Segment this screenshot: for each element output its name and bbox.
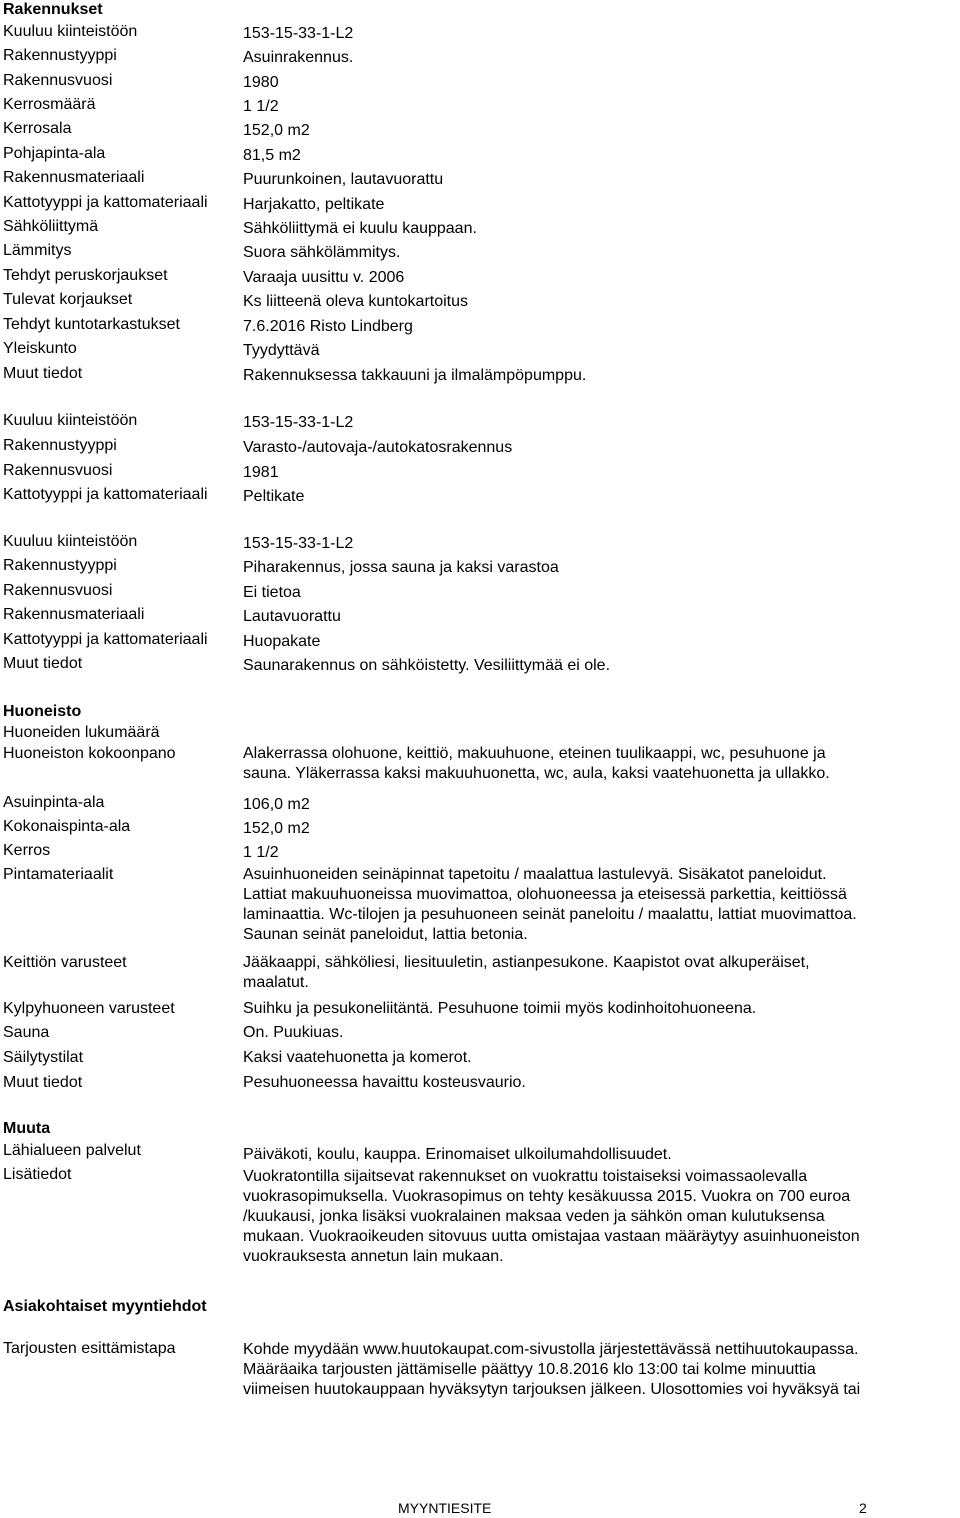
- field-value: Sähköliittymä ei kuulu kauppaan.: [243, 220, 477, 237]
- field-value: Peltikate: [243, 488, 305, 505]
- field-label: Rakennusvuosi: [3, 462, 113, 479]
- field-value: 153-15-33-1-L2: [243, 535, 354, 552]
- field-value: 152,0 m2: [243, 122, 310, 139]
- value-line: Kaksi vaatehuonetta ja komerot.: [243, 1049, 472, 1066]
- section-heading-asiakohtaiset-myyntiehdot: Asiakohtaiset myyntiehdot: [3, 1298, 207, 1315]
- building2-row-kiinteisto: [3, 411, 960, 431]
- field-value: Lautavuorattu: [243, 608, 341, 625]
- field-label: Kokonaispinta-ala: [3, 818, 131, 835]
- value-line: Lattiat makuuhuoneissa muovimattoa, olohuoneessa ja eteisessä parkettia, keittiössä: [243, 886, 847, 903]
- field-label: Lisätiedot: [3, 1166, 72, 1183]
- field-value: 1980: [243, 74, 279, 91]
- footer-page-number: 2: [859, 1500, 867, 1516]
- building1-row-yleiskunto: [3, 339, 960, 359]
- field-label: Kattotyyppi ja kattomateriaali: [3, 631, 208, 648]
- value-line: vuokrasopimuksella. Vuokrasopimus on tehty kesäkuussa 2015. Vuokra on 700 euroa: [243, 1188, 851, 1205]
- field-value: [243, 1167, 960, 1267]
- field-label: Pohjapinta-ala: [3, 145, 106, 162]
- field-value: Varasto-/autovaja-/autokatosrakennus: [243, 439, 513, 456]
- huoneisto-row-asuinpinta-ala: [3, 793, 960, 813]
- field-value: [243, 1023, 960, 1043]
- building1-row-kerrosala: [3, 119, 960, 139]
- value-line: Suihku ja pesukoneliitäntä. Pesuhuone toimii myös kodinhoitohuoneena.: [243, 1000, 757, 1017]
- field-label: Tarjousten esittämistapa: [3, 1340, 176, 1357]
- field-label: Sauna: [3, 1024, 50, 1041]
- value-line: Saunan seinät paneloidut, lattia betonia.: [243, 926, 528, 943]
- field-value: [243, 865, 960, 945]
- building1-row-muut-tiedot: [3, 364, 960, 384]
- value-line: laminaattia. Wc-tilojen ja pesuhuoneen seinät paneloitu / maalattu, lattiat muovimattoa.: [243, 906, 857, 923]
- field-label: Tehdyt kuntotarkastukset: [3, 316, 180, 333]
- field-value: Piharakennus, jossa sauna ja kaksi varastoa: [243, 559, 559, 576]
- field-value: Tyydyttävä: [243, 342, 320, 359]
- value-line: Pesuhuoneessa havaittu kosteusvaurio.: [243, 1074, 526, 1091]
- field-label: Rakennusmateriaali: [3, 606, 145, 623]
- field-label: Kuuluu kiinteistöön: [3, 23, 138, 40]
- building1-row-rakennusmateriaali: [3, 168, 960, 188]
- building1-row-lammitys: [3, 241, 960, 261]
- field-label: Tehdyt peruskorjaukset: [3, 267, 168, 284]
- value-line: maalatut.: [243, 974, 309, 991]
- field-value: 153-15-33-1-L2: [243, 25, 354, 42]
- field-label: Muut tiedot: [3, 655, 83, 672]
- field-label: Rakennusvuosi: [3, 72, 113, 89]
- field-value: [243, 1048, 960, 1068]
- building3-row-muut-tiedot: [3, 654, 960, 674]
- field-label: Kylpyhuoneen varusteet: [3, 1000, 175, 1017]
- field-label: Huoneiston kokoonpano: [3, 745, 176, 762]
- field-value: Puurunkoinen, lautavuorattu: [243, 171, 444, 188]
- value-line: Määräaika tarjousten jättämiselle päättyy 10.8.2016 klo 13:00 tai kolme minuuttia: [243, 1361, 816, 1378]
- field-value: 7.6.2016 Risto Lindberg: [243, 318, 413, 335]
- field-label: Asuinpinta-ala: [3, 794, 105, 811]
- building3-row-rakennusmateriaali: [3, 605, 960, 625]
- field-value: 106,0 m2: [243, 796, 310, 813]
- field-value: 1 1/2: [243, 844, 279, 861]
- section-heading-rakennukset: Rakennukset: [3, 1, 103, 18]
- field-value: Harjakatto, peltikate: [243, 196, 385, 213]
- field-value: Ei tietoa: [243, 584, 301, 601]
- field-value: 1981: [243, 464, 279, 481]
- field-label: Rakennustyyppi: [3, 557, 117, 574]
- field-value: 152,0 m2: [243, 820, 310, 837]
- field-label: Rakennustyyppi: [3, 47, 117, 64]
- value-line: Jääkaappi, sähköliesi, liesituuletin, astianpesukone. Kaapistot ovat alkuperäiset,: [243, 954, 810, 971]
- building3-row-kiinteisto: [3, 532, 960, 552]
- field-label: Kattotyyppi ja kattomateriaali: [3, 194, 208, 211]
- field-value: [243, 1073, 960, 1093]
- field-label: Tulevat korjaukset: [3, 291, 133, 308]
- value-line: mukaan. Vuokraoikeuden sitovuus uutta omistajaa vastaan määräytyy asuinhuoneiston: [243, 1228, 860, 1245]
- field-label: Muut tiedot: [3, 365, 83, 382]
- field-label: Muut tiedot: [3, 1074, 83, 1091]
- field-value: [243, 1145, 960, 1165]
- value-line: Vuokratontilla sijaitsevat rakennukset on vuokrattu toistaiseksi voimassaolevalla: [243, 1168, 808, 1185]
- value-line: Alakerrassa olohuone, keittiö, makuuhuone, eteinen tuulikaappi, wc, pesuhuone ja: [243, 745, 826, 762]
- field-label: Kerrosmäärä: [3, 96, 96, 113]
- field-label: Yleiskunto: [3, 340, 77, 357]
- building1-row-kuntotarkastukset: [3, 315, 960, 335]
- field-label: Sähköliittymä: [3, 218, 99, 235]
- field-label: Pintamateriaalit: [3, 866, 114, 883]
- building1-row-rakennusvuosi: [3, 71, 960, 91]
- building3-row-rakennustyyppi: [3, 556, 960, 576]
- field-value: Saunarakennus on sähköistetty. Vesiliittymää ei ole.: [243, 657, 611, 674]
- field-label: Lämmitys: [3, 242, 72, 259]
- field-label: Rakennustyyppi: [3, 437, 117, 454]
- building3-row-rakennusvuosi: [3, 581, 960, 601]
- field-value: Asuinrakennus.: [243, 49, 354, 66]
- building1-row-tulevat-korjaukset: [3, 290, 960, 310]
- field-label: Keittiön varusteet: [3, 954, 127, 971]
- building1-row-sahkoliittyma: [3, 217, 960, 237]
- huoneisto-row-huoneiden-lukumaara: [3, 723, 960, 743]
- field-value: 81,5 m2: [243, 147, 301, 164]
- field-value: [243, 999, 960, 1019]
- field-value: [243, 953, 960, 993]
- building2-row-rakennustyyppi: [3, 436, 960, 456]
- field-value: [243, 1340, 960, 1400]
- value-line: vuokrauksesta annetun lain mukaan.: [243, 1248, 504, 1265]
- huoneisto-row-kokonaispinta-ala: [3, 817, 960, 837]
- huoneisto-row-kerros: [3, 841, 960, 861]
- value-line: Päiväkoti, koulu, kauppa. Erinomaiset ulkoilumahdollisuudet.: [243, 1146, 672, 1163]
- field-value: Huopakate: [243, 633, 321, 650]
- field-label: Rakennusvuosi: [3, 582, 113, 599]
- field-value: 1 1/2: [243, 98, 279, 115]
- building3-row-kattotyyppi: [3, 630, 960, 650]
- building1-row-rakennustyyppi: [3, 46, 960, 66]
- building1-row-pohjapinta-ala: [3, 144, 960, 164]
- section-heading-muuta: Muuta: [3, 1120, 51, 1137]
- value-line: On. Puukiuas.: [243, 1024, 344, 1041]
- field-value: 153-15-33-1-L2: [243, 414, 354, 431]
- building1-row-kerrosmaara: [3, 95, 960, 115]
- field-label: Huoneiden lukumäärä: [3, 724, 160, 741]
- field-label: Säilytystilat: [3, 1049, 84, 1066]
- field-value: Rakennuksessa takkauuni ja ilmalämpöpumppu.: [243, 367, 587, 384]
- building1-row-peruskorjaukset: [3, 266, 960, 286]
- building2-row-rakennusvuosi: [3, 461, 960, 481]
- field-value: [243, 744, 960, 784]
- value-line: sauna. Yläkerrassa kaksi makuuhuonetta, wc, aula, kaksi vaatehuonetta ja ullakko.: [243, 765, 830, 782]
- field-value: Suora sähkölämmitys.: [243, 244, 401, 261]
- building1-row-kattotyyppi: [3, 193, 960, 213]
- field-label: Kuuluu kiinteistöön: [3, 412, 138, 429]
- field-value: Varaaja uusittu v. 2006: [243, 269, 405, 286]
- field-label: Kerros: [3, 842, 51, 859]
- field-label: Kuuluu kiinteistöön: [3, 533, 138, 550]
- field-label: Kerrosala: [3, 120, 72, 137]
- field-label: Lähialueen palvelut: [3, 1142, 141, 1159]
- field-label: Kattotyyppi ja kattomateriaali: [3, 486, 208, 503]
- section-heading-huoneisto: Huoneisto: [3, 703, 82, 720]
- value-line: /kuukausi, jonka lisäksi vuokralainen maksaa veden ja sähkön oman kulutuksensa: [243, 1208, 825, 1225]
- field-value: Ks liitteenä oleva kuntokartoitus: [243, 293, 469, 310]
- building2-row-kattotyyppi: [3, 485, 960, 505]
- value-line: Kohde myydään www.huutokaupat.com-sivustolla järjestettävässä nettihuutokaupassa.: [243, 1341, 859, 1358]
- footer-document-title: MYYNTIESITE: [398, 1500, 492, 1516]
- building1-row-kiinteisto: [3, 22, 960, 42]
- value-line: viimeisen huutokauppaan hyväksytyn tarjouksen jälkeen. Ulosottomies voi hyväksyä tai: [243, 1381, 861, 1398]
- value-line: Asuinhuoneiden seinäpinnat tapetoitu / maalattua lastulevyä. Sisäkatot paneloidut.: [243, 866, 827, 883]
- field-label: Rakennusmateriaali: [3, 169, 145, 186]
